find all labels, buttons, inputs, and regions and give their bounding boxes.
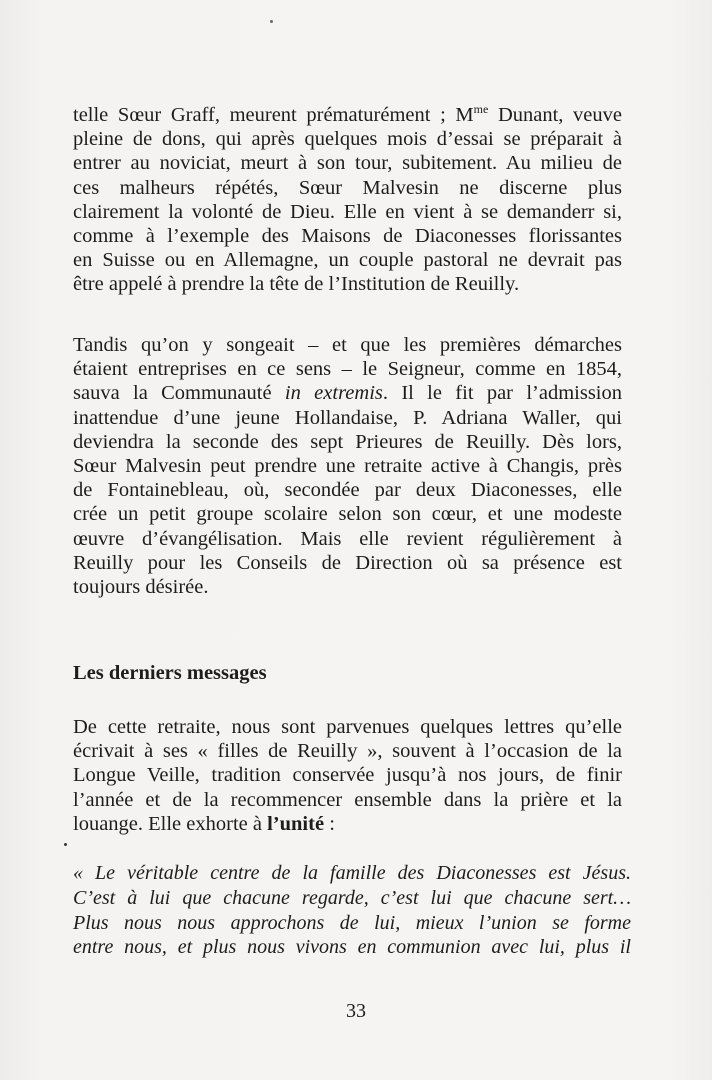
paragraph-2-line-4: inattendue d’une jeune Hollandaise, P. Adriana Waller, qui [73, 406, 622, 429]
section-heading: Les derniers messages [73, 662, 267, 684]
paragraph-1-line-4: ces malheurs répétés, Sœur Malvesin ne discerne plus [73, 176, 622, 199]
paragraph-1-line-1: telle Sœur Graff, meurent prématurément ; $M^{me}$ Dunant, veuve [73, 102, 623, 126]
page-number: 33 [346, 1000, 366, 1022]
paragraph-2-line-1: Tandis qu’on y songeait – et que les premières démarches [73, 334, 622, 356]
quotation-line-1: « Le véritable centre de la famille des Diaconesses est Jésus. [73, 862, 631, 884]
paragraph-1-line-2: pleine de dons, qui après quelques mois d’essai se préparait à [73, 128, 622, 151]
paragraph-2-line-10: Reuilly pour les Conseils de Direction où sa présence est [73, 551, 622, 574]
paragraph-3-line-1: De cette retraite, nous sont parvenues quelques lettres qu’elle [73, 716, 622, 738]
quotation-line-4: entre nous, et plus nous vivons en communion avec lui, plus il [73, 936, 631, 959]
paragraph-1-line-6: comme à l’exemple des Maisons de Diaconesses florissantes [73, 225, 622, 248]
paragraph-3-line-5: louange. Elle exhorte à l’unité : [73, 812, 335, 835]
paragraph-1 [73, 103, 622, 297]
paragraph-2-line-6: Sœur Malvesin peut prendre une retraite active à Changis, près [73, 455, 622, 478]
paragraph-1-line-8: être appelé à prendre la tête de l’Institution de Reuilly. [73, 273, 520, 296]
paragraph-1-line-3: entrer au noviciat, meurt à son tour, subitement. Au milieu de [73, 152, 622, 175]
paragraph-3-line-3: Longue Veille, tradition conservée jusqu’à nos jours, de finir [73, 764, 622, 787]
paragraph-3-line-4: l’année et de la recommencer ensemble dans la prière et la [73, 788, 622, 811]
quotation-line-3: Plus nous nous approchons de lui, mieux l’union se forme [73, 911, 631, 934]
paragraph-1-line-5: clairement la volonté de Dieu. Elle en vient à se demanderr si, [73, 200, 622, 223]
paragraph-3-line-2: écrivait à ses « filles de Reuilly », souvent à l’occasion de la [73, 740, 622, 763]
speck-mark [270, 20, 273, 23]
paragraph-2-line-2: étaient entreprises en ce sens – le Seigneur, comme en 1854, [73, 358, 622, 381]
paragraph-2 [73, 333, 622, 599]
paragraph-2-line-8: crée un petit groupe scolaire selon son cœur, et une modeste [73, 503, 622, 526]
paragraph-2-line-5: deviendra la seconde des sept Prieures de Reuilly. Dès lors, [73, 430, 622, 453]
paragraph-2-line-9: œuvre d’évangélisation. Mais elle revient régulièrement à [73, 527, 622, 550]
quotation-line-2: C’est à lui que chacune regarde, c’est lui que chacune sert… [73, 886, 631, 909]
quotation [73, 861, 631, 960]
paragraph-2-line-3: sauva la Communauté in extremis. Il le fit par l’admission [73, 382, 622, 405]
paragraph-1-line-7: en Suisse ou en Allemagne, un couple pastoral ne devrait pas [73, 249, 622, 272]
ink-dot [64, 843, 67, 846]
paragraph-2-line-7: de Fontainebleau, où, secondée par deux Diaconesses, elle [73, 479, 622, 502]
paragraph-3 [73, 715, 622, 836]
paragraph-2-line-11: toujours désirée. [73, 576, 209, 599]
